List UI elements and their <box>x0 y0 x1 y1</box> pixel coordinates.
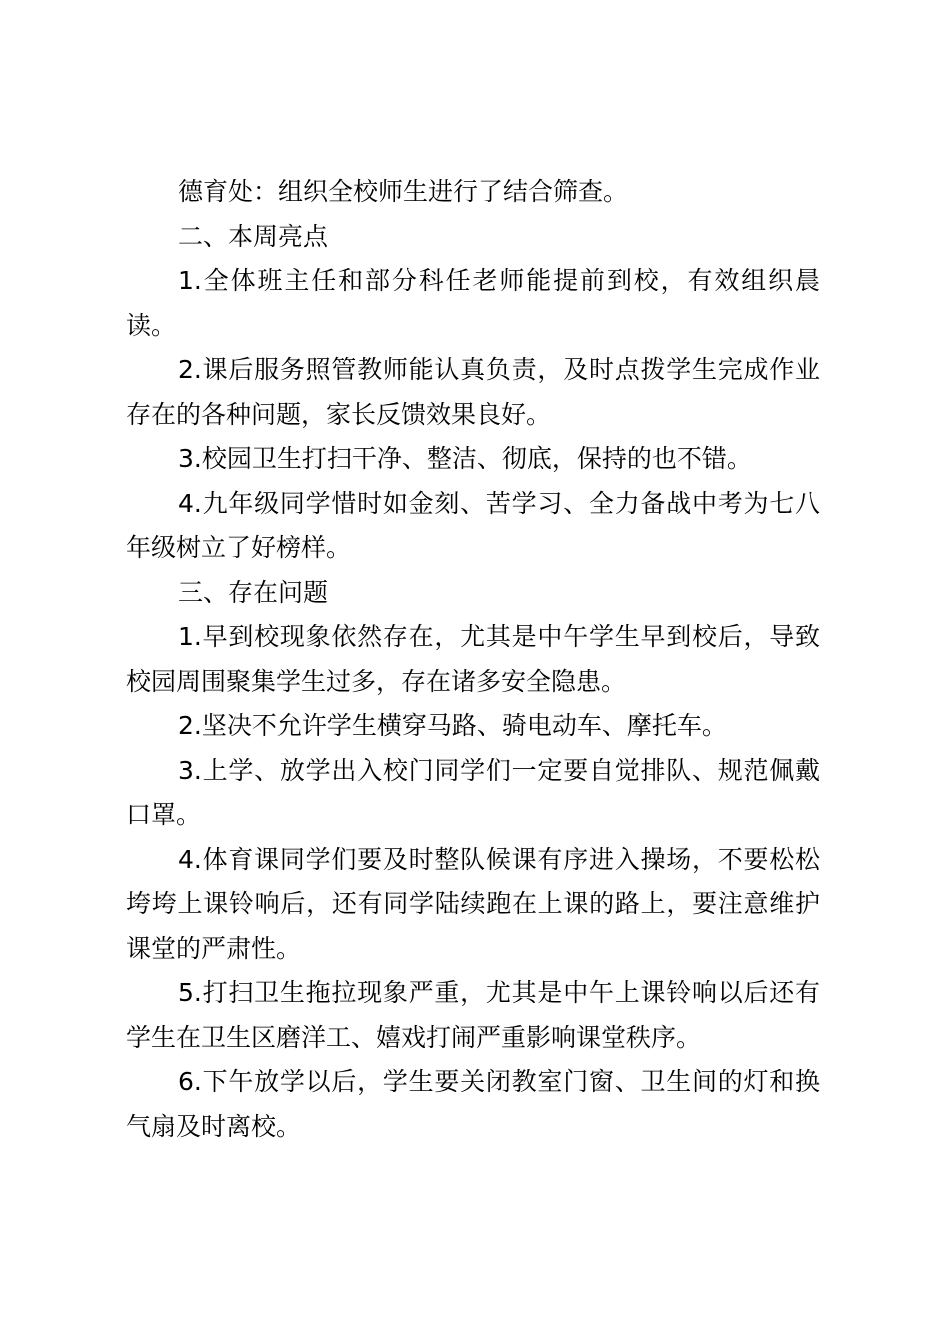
highlight-item-3: 3.校园卫生打扫干净、整洁、彻底，保持的也不错。 <box>178 444 752 473</box>
highlight-item-4: 4.九年级同学惜时如金刻、苦学习、全力备战中考为七八年级树立了好榜样。 <box>126 488 820 562</box>
paragraph-moral-education-screening: 德育处：组织全校师生进行了结合筛查。 <box>178 177 629 206</box>
problem-item-1: 1.早到校现象依然存在，尤其是中午学生早到校后，导致校园周围聚集学生过多，存在诸多安全隐患。 <box>126 622 820 696</box>
problem-item-4: 4.体育课同学们要及时整队候课有序进入操场，不要松松垮垮上课铃响后，还有同学陆续跑在上课的路上，要注意维护课堂的严肃性。 <box>126 844 820 963</box>
problem-item-6: 6.下午放学以后，学生要关闭教室门窗、卫生间的灯和换气扇及时离校。 <box>126 1067 820 1141</box>
problem-item-5: 5.打扫卫生拖拉现象严重，尤其是中午上课铃响以后还有学生在卫生区磨洋工、嬉戏打闹严重影响课堂秩序。 <box>126 978 820 1052</box>
problem-item-2: 2.坚决不允许学生横穿马路、骑电动车、摩托车。 <box>178 711 727 740</box>
highlight-item-1: 1.全体班主任和部分科任老师能提前到校，有效组织晨读。 <box>126 266 820 340</box>
document-body <box>126 170 820 1149</box>
section-heading-highlights: 二、本周亮点 <box>178 221 329 251</box>
problem-item-3: 3.上学、放学出入校门同学们一定要自觉排队、规范佩戴口罩。 <box>126 755 820 829</box>
section-heading-problems: 三、存在问题 <box>178 577 329 607</box>
highlight-item-2: 2.课后服务照管教师能认真负责，及时点拨学生完成作业存在的各种问题，家长反馈效果良好。 <box>126 355 820 429</box>
